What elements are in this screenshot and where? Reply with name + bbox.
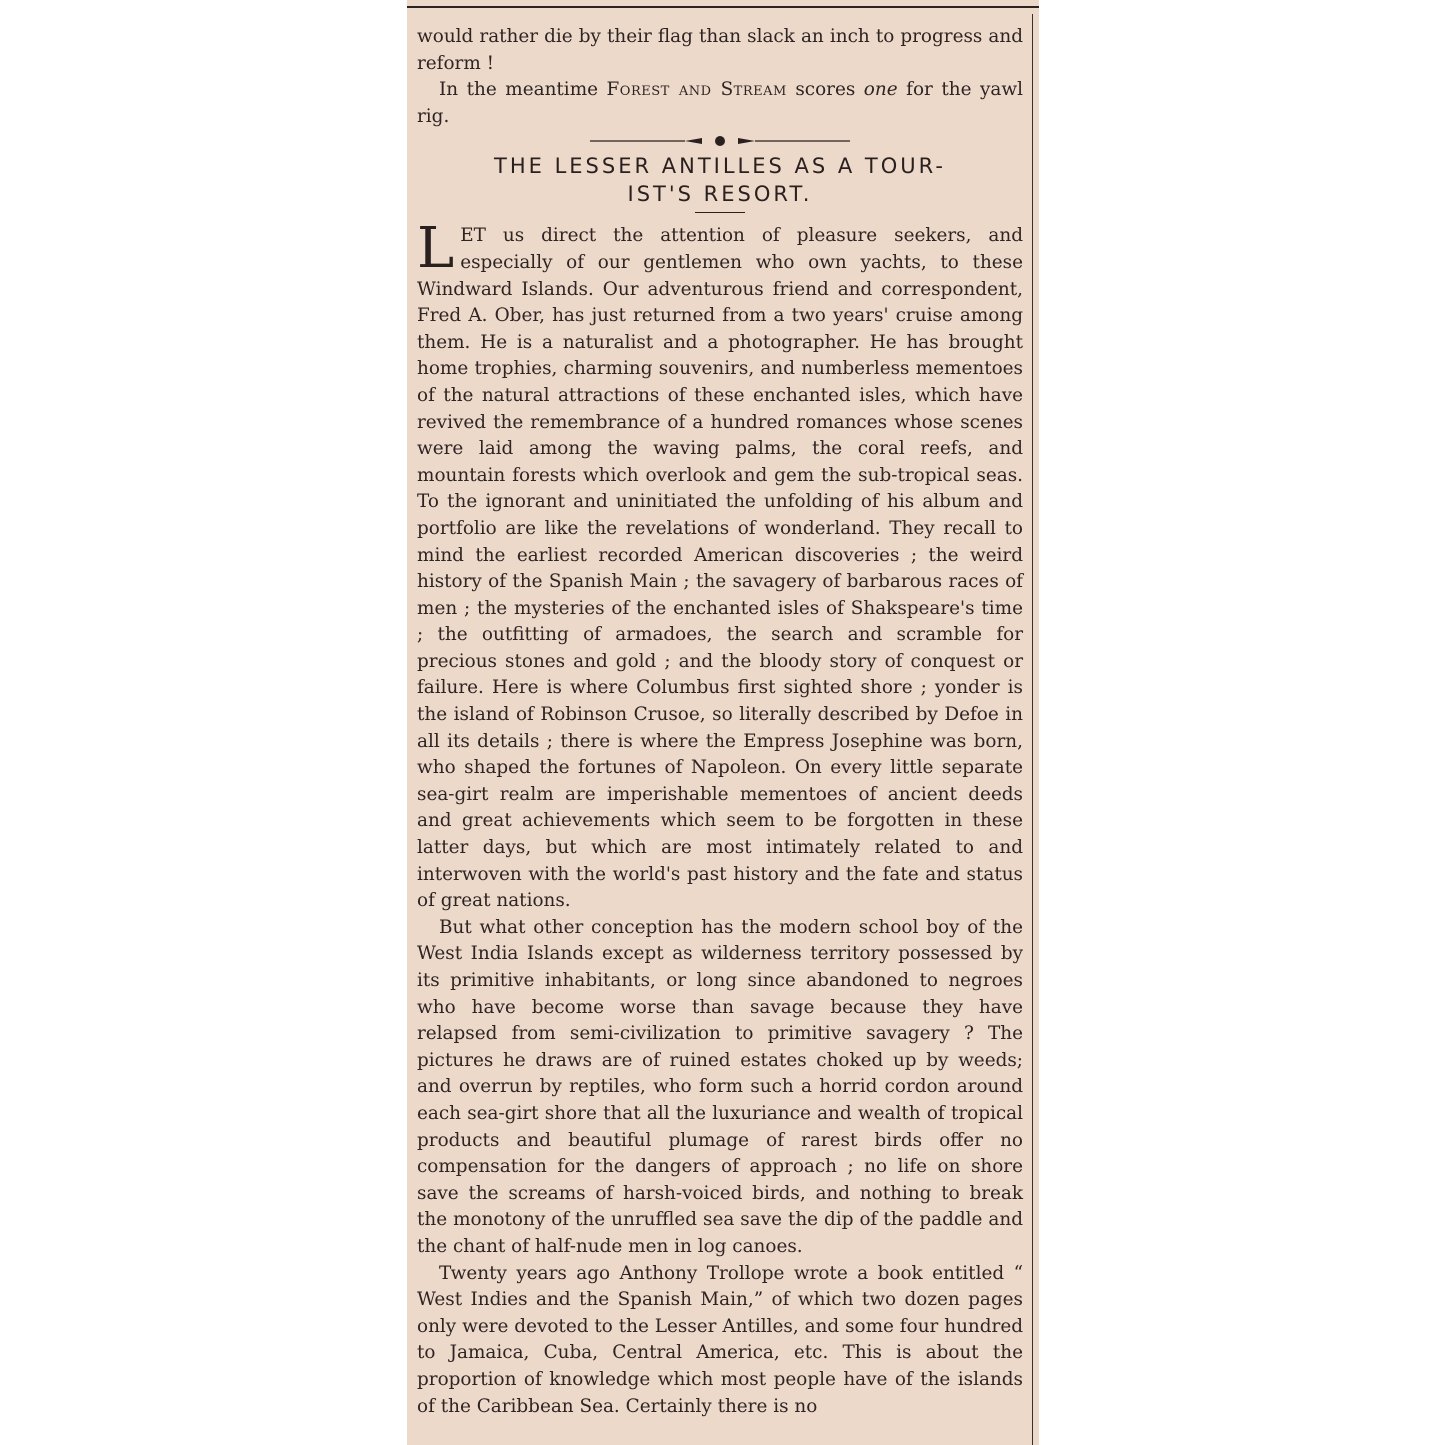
paragraph-3: Twenty years ago Anthony Trollope wrote a book entitled “ West Indies and the Spanish Main,” of which two dozen pages only were devoted to the Lesser Antilles, and some four hundred to Jamaica, Cuba, Central America, etc. This is about the proportion of knowledge which most people have of the islands of the Caribbean Sea. Certainly there is no bbox=[417, 1262, 1023, 1417]
article-column bbox=[417, 24, 1023, 1420]
ornamental-divider bbox=[590, 134, 850, 148]
scores-mid: scores bbox=[786, 79, 864, 101]
article-headline bbox=[417, 152, 1023, 208]
drop-cap: L bbox=[417, 216, 455, 282]
lead-caps: ET bbox=[460, 225, 486, 247]
scores-emphasis: one bbox=[863, 79, 898, 101]
paragraph-2: But what other conception has the modern school boy of the West India Islands except as wilderness territory possessed by its primitive inhabitants, or long since abandoned to negroes who have become worse than savage because they have relapsed from semi-civilization to primitive savagery ? The pictures he draws are of ruined estates choked up by weeds; and overrun by reptiles, who form such a horrid cordon around each sea-girt shore that all the luxuriance and wealth of tropical products and beautiful plumage of rarest birds offer no compensation for the dangers of approach ; no life on shore save the screams of harsh-voiced birds, and nothing to break the monotony of the unruffled sea save the dip of the paddle and the chant of half-nude men in log canoes. bbox=[417, 916, 1023, 1257]
newspaper-clipping bbox=[407, 0, 1039, 1445]
scores-post: for the yawl rig. bbox=[417, 79, 1023, 127]
headline-line-2: IST'S RESORT. bbox=[627, 182, 813, 207]
headline-rule bbox=[695, 212, 745, 213]
publication-name: Forest and Stream bbox=[606, 79, 787, 101]
headline-line-1: THE LESSER ANTILLES AS A TOUR- bbox=[494, 154, 946, 179]
scores-pre: In the meantime bbox=[439, 79, 607, 101]
opening-line: would rather die by their flag than slack an inch to progress and reform ! bbox=[417, 26, 1023, 74]
paragraph-1 bbox=[417, 216, 1023, 914]
scores-sentence bbox=[417, 77, 1023, 130]
paragraph-1-text: us direct the attention of pleasure seekers, and especially of our gentlemen who own yachts, to these Windward Islands. Our adventurous friend and correspondent, Fred A. Ober, has just returned from a two years' cruise among them. He is a naturalist and a photographer. He has brought home trophies, charming souvenirs, and numberless mementoes of the natural attractions of these enchanted isles, which have revived the remembrance of a hundred romances whose scenes were laid among the waving palms, the coral reefs, and mountain forests which overlook and gem the sub-tropical seas. To the ignorant and uninitiated the unfolding of his album and portfolio are like the revelations of wonderland. They recall to mind the earliest recorded American discoveries ; the weird history of the Spanish Main ; the savagery of barbarous races of men ; the mysteries of the enchanted isles of Shakspeare's time ; the outfitting of armadoes, the search and scramble for precious stones and gold ; and the bloody story of conquest or failure. Here is where Columbus first sighted shore ; yonder is the island of Robinson Crusoe, so literally described by Defoe in all its details ; there is where the Empress Josephine was born, who shaped the fortunes of Napoleon. On every little separate sea-girt realm are imperishable mementoes of ancient deeds and great achievements which seem to be forgotten in these latter days, but which are most intimately related to and interwoven with the world's past history and the fate and status of great nations. bbox=[417, 225, 1023, 912]
